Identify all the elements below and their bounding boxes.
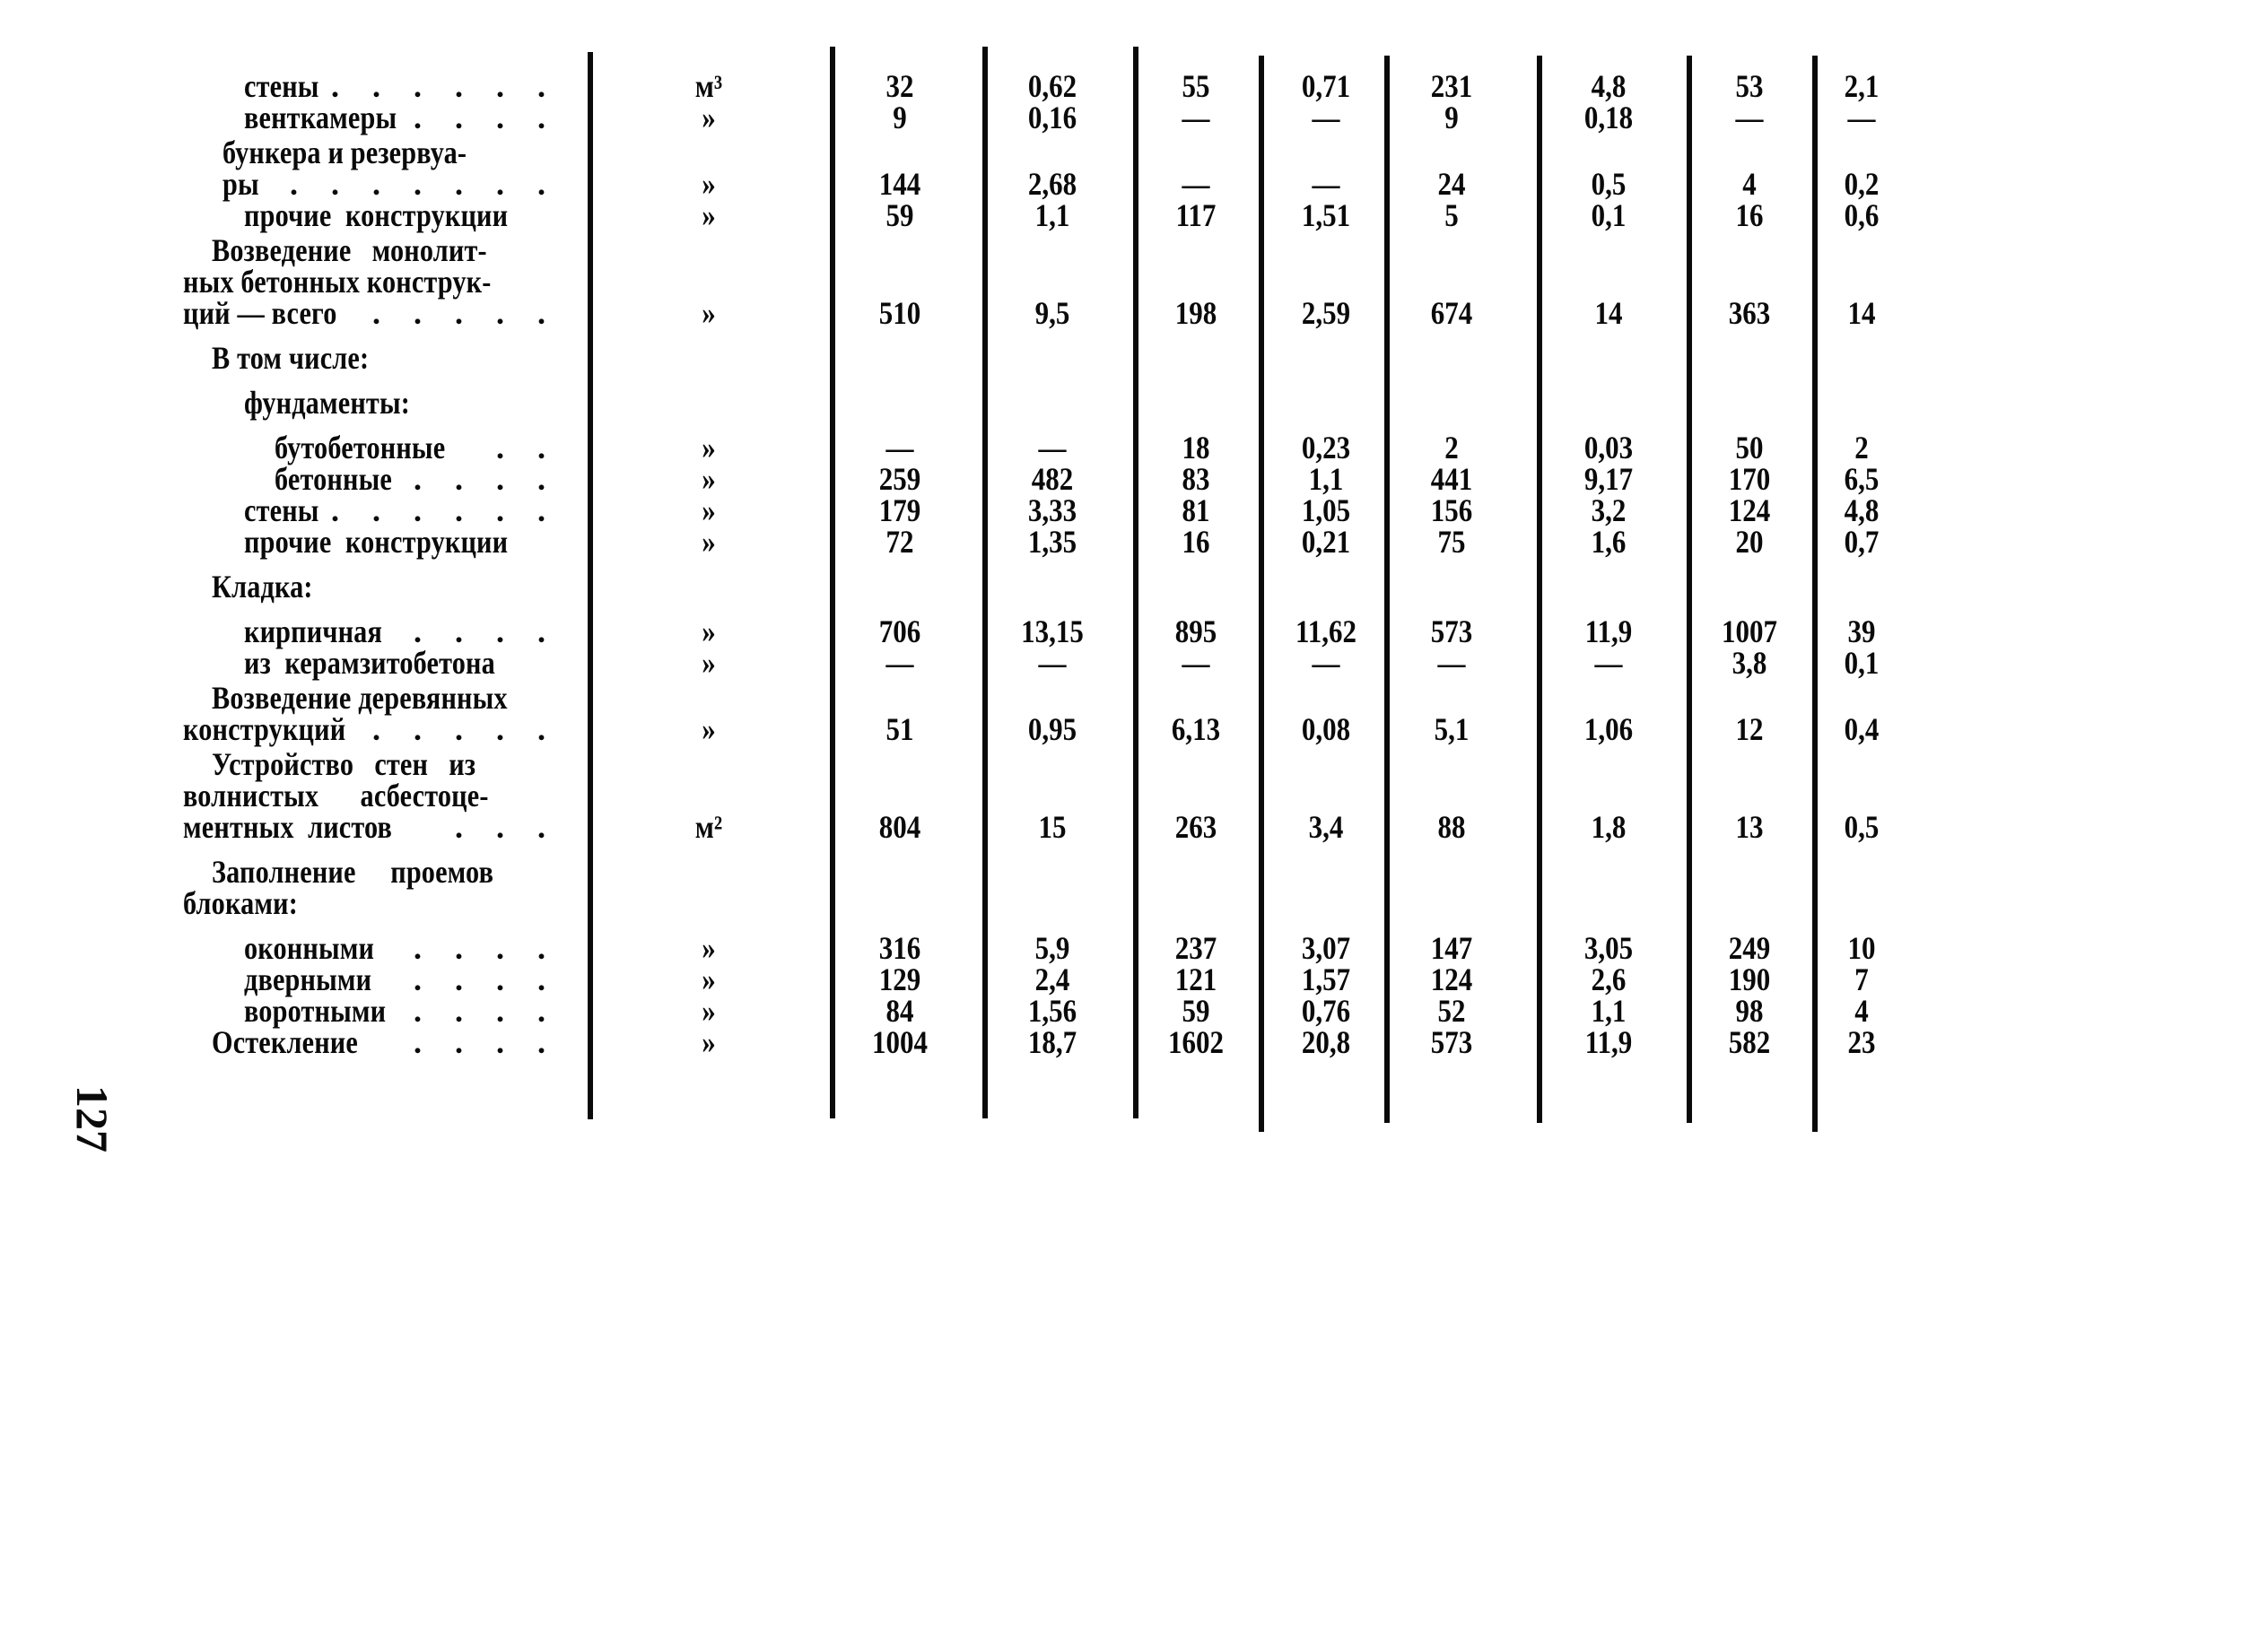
value-cell: 1,56 [1027, 993, 1077, 1029]
value-cell: — [1437, 645, 1466, 681]
value-cell: 84 [885, 993, 914, 1029]
value-cell: 11,62 [1295, 613, 1356, 649]
value-cell: 59 [1182, 993, 1210, 1029]
row-label: прочие конструкции [244, 524, 509, 560]
value-cell: — [1182, 645, 1210, 681]
row-label: ры [222, 166, 259, 202]
value-cell: 124 [1430, 961, 1473, 997]
value-cell: 10 [1847, 930, 1876, 966]
value-cell: 5,1 [1434, 711, 1470, 747]
column-rule [588, 52, 593, 1119]
unit-cell: » [702, 613, 716, 649]
value-cell: 237 [1174, 930, 1217, 966]
unit-cell: » [702, 430, 716, 465]
row-label: конструкций [183, 711, 346, 747]
value-cell: 582 [1728, 1024, 1771, 1060]
value-cell: 13,15 [1021, 613, 1084, 649]
row-label: Возведение деревянных [212, 680, 508, 716]
value-cell: 0,03 [1583, 430, 1634, 465]
value-cell: 98 [1735, 993, 1764, 1029]
value-cell: 674 [1430, 295, 1473, 331]
unit-cell: м³ [694, 68, 723, 104]
row-label: оконными [244, 930, 375, 966]
value-cell: 18,7 [1027, 1024, 1077, 1060]
value-cell: 4,8 [1591, 68, 1627, 104]
value-cell: 0,76 [1301, 993, 1351, 1029]
value-cell: — [1312, 100, 1340, 135]
leader-dots: . . . . [414, 993, 558, 1029]
row-label: Остекление [212, 1024, 358, 1060]
value-cell: 2,4 [1034, 961, 1070, 997]
unit-cell: » [702, 711, 716, 747]
value-cell: 4 [1854, 993, 1869, 1029]
value-cell: 804 [878, 809, 921, 845]
value-cell: 1,05 [1301, 492, 1351, 528]
value-cell: 573 [1430, 613, 1473, 649]
value-cell: 121 [1174, 961, 1217, 997]
value-cell: 11,9 [1584, 613, 1633, 649]
value-cell: 0,23 [1301, 430, 1351, 465]
value-cell: 5,9 [1034, 930, 1070, 966]
value-cell: 1,35 [1027, 524, 1077, 560]
value-cell: — [1735, 100, 1764, 135]
value-cell: 1007 [1722, 613, 1777, 649]
value-cell: — [1312, 166, 1340, 202]
value-cell: 75 [1437, 524, 1466, 560]
unit-cell: » [702, 524, 716, 560]
value-cell: — [1182, 100, 1210, 135]
value-cell: 0,95 [1027, 711, 1077, 747]
column-rule [1537, 56, 1542, 1123]
value-cell: 316 [878, 930, 921, 966]
column-rule [830, 47, 835, 1118]
value-cell: 9,5 [1034, 295, 1070, 331]
unit-cell: » [702, 461, 716, 497]
row-label: Заполнение проемов [212, 854, 494, 890]
unit-cell: » [702, 100, 716, 135]
value-cell: 5 [1444, 197, 1459, 233]
value-cell: 147 [1430, 930, 1473, 966]
leader-dots: . . . . [414, 1024, 558, 1060]
value-cell: — [885, 430, 914, 465]
value-cell: 24 [1437, 166, 1466, 202]
value-cell: 9 [893, 100, 907, 135]
value-cell: 4 [1742, 166, 1757, 202]
column-rule [982, 47, 988, 1118]
leader-dots: . . . . [414, 961, 558, 997]
value-cell: 129 [878, 961, 921, 997]
value-cell: 1,6 [1591, 524, 1627, 560]
value-cell: 198 [1174, 295, 1217, 331]
value-cell: 2 [1444, 430, 1459, 465]
value-cell: 15 [1038, 809, 1067, 845]
value-cell: 4,8 [1844, 492, 1880, 528]
value-cell: — [1847, 100, 1876, 135]
value-cell: 249 [1728, 930, 1771, 966]
value-cell: 11,9 [1584, 1024, 1633, 1060]
value-cell: — [1038, 645, 1067, 681]
row-label: стены [244, 492, 319, 528]
leader-dots: . . . . [414, 613, 558, 649]
unit-cell: » [702, 645, 716, 681]
value-cell: 1,8 [1591, 809, 1627, 845]
value-cell: 0,21 [1301, 524, 1351, 560]
leader-dots: . . . . . . [331, 68, 558, 104]
value-cell: 32 [885, 68, 914, 104]
leader-dots: . . . . . [372, 295, 558, 331]
value-cell: — [1312, 645, 1340, 681]
value-cell: 156 [1430, 492, 1473, 528]
value-cell: 0,5 [1591, 166, 1627, 202]
value-cell: 1,1 [1591, 993, 1627, 1029]
row-label: волнистых асбестоце- [183, 778, 489, 813]
value-cell: 144 [878, 166, 921, 202]
row-label: В том числе: [212, 340, 370, 376]
value-cell: 3,8 [1732, 645, 1767, 681]
value-cell: 83 [1182, 461, 1210, 497]
value-cell: 0,62 [1027, 68, 1077, 104]
value-cell: 13 [1735, 809, 1764, 845]
value-cell: 72 [885, 524, 914, 560]
value-cell: 9 [1444, 100, 1459, 135]
value-cell: 0,7 [1844, 524, 1880, 560]
row-label: ных бетонных конструк- [183, 264, 492, 300]
value-cell: 3,2 [1591, 492, 1627, 528]
leader-dots: . . . . [414, 930, 558, 966]
row-label: Кладка: [212, 569, 313, 605]
leader-dots: . . [496, 430, 558, 465]
value-cell: 0,1 [1591, 197, 1627, 233]
value-cell: — [885, 645, 914, 681]
leader-dots: . . . [455, 809, 558, 845]
unit-cell: » [702, 492, 716, 528]
unit-cell: » [702, 166, 716, 202]
value-cell: 12 [1735, 711, 1764, 747]
value-cell: 510 [878, 295, 921, 331]
value-cell: 3,33 [1027, 492, 1077, 528]
value-cell: 6,13 [1171, 711, 1221, 747]
value-cell: 9,17 [1583, 461, 1634, 497]
value-cell: 3,07 [1301, 930, 1351, 966]
row-label: кирпичная [244, 613, 382, 649]
page-number: 127 [67, 1085, 118, 1153]
row-label: Устройство стен из [212, 746, 476, 782]
value-cell: 50 [1735, 430, 1764, 465]
value-cell: 6,5 [1844, 461, 1880, 497]
leader-dots: . . . . [414, 100, 558, 135]
row-label: бутобетонные [275, 430, 446, 465]
value-cell: 7 [1854, 961, 1869, 997]
value-cell: 18 [1182, 430, 1210, 465]
value-cell: 117 [1175, 197, 1217, 233]
value-cell: 231 [1430, 68, 1473, 104]
value-cell: 52 [1437, 993, 1466, 1029]
value-cell: 363 [1728, 295, 1771, 331]
row-label: фундаменты: [244, 385, 410, 421]
row-label: венткамеры [244, 100, 397, 135]
value-cell: 3,4 [1308, 809, 1344, 845]
value-cell: 190 [1728, 961, 1771, 997]
value-cell: 0,4 [1844, 711, 1880, 747]
value-cell: 16 [1735, 197, 1764, 233]
value-cell: 0,08 [1301, 711, 1351, 747]
value-cell: 573 [1430, 1024, 1473, 1060]
unit-cell: » [702, 1024, 716, 1060]
value-cell: 1602 [1168, 1024, 1224, 1060]
value-cell: 124 [1728, 492, 1771, 528]
value-cell: 0,1 [1844, 645, 1880, 681]
row-label: бетонные [275, 461, 392, 497]
row-label: блоками: [183, 885, 298, 921]
value-cell: 2,6 [1591, 961, 1627, 997]
value-cell: 2 [1854, 430, 1869, 465]
value-cell: — [1038, 430, 1067, 465]
value-cell: 179 [878, 492, 921, 528]
value-cell: 14 [1847, 295, 1876, 331]
unit-cell: » [702, 930, 716, 966]
value-cell: 1,1 [1034, 197, 1070, 233]
value-cell: 20,8 [1301, 1024, 1351, 1060]
value-cell: 0,6 [1844, 197, 1880, 233]
unit-cell: » [702, 993, 716, 1029]
row-label: воротными [244, 993, 387, 1029]
value-cell: 39 [1847, 613, 1876, 649]
row-label: ций — всего [183, 295, 337, 331]
value-cell: 20 [1735, 524, 1764, 560]
value-cell: — [1594, 645, 1623, 681]
unit-cell: » [702, 961, 716, 997]
row-label: из керамзитобетона [244, 645, 495, 681]
value-cell: 259 [878, 461, 921, 497]
row-label: прочие конструкции [244, 197, 509, 233]
value-cell: 706 [878, 613, 921, 649]
value-cell: 482 [1031, 461, 1074, 497]
row-label: дверными [244, 961, 372, 997]
value-cell: 81 [1182, 492, 1210, 528]
row-label: стены [244, 68, 319, 104]
value-cell: 0,5 [1844, 809, 1880, 845]
value-cell: 441 [1430, 461, 1473, 497]
value-cell: 1,57 [1301, 961, 1351, 997]
leader-dots: . . . . [414, 461, 558, 497]
value-cell: 2,1 [1844, 68, 1880, 104]
column-rule [1259, 56, 1264, 1132]
unit-cell: » [702, 197, 716, 233]
value-cell: 0,71 [1301, 68, 1351, 104]
value-cell: 0,16 [1027, 100, 1077, 135]
value-cell: 0,18 [1583, 100, 1634, 135]
leader-dots: . . . . . . [331, 492, 558, 528]
value-cell: 2,68 [1027, 166, 1077, 202]
value-cell: 1004 [872, 1024, 928, 1060]
leader-dots: . . . . . [372, 711, 558, 747]
value-cell: 3,05 [1583, 930, 1634, 966]
value-cell: 14 [1594, 295, 1623, 331]
value-cell: 59 [885, 197, 914, 233]
value-cell: 23 [1847, 1024, 1876, 1060]
leader-dots: . . . . . . . [290, 166, 558, 202]
row-label: ментных листов [183, 809, 393, 845]
value-cell: 170 [1728, 461, 1771, 497]
value-cell: 895 [1174, 613, 1217, 649]
value-cell: 55 [1182, 68, 1210, 104]
row-label: бункера и резервуа- [222, 135, 467, 170]
value-cell: 263 [1174, 809, 1217, 845]
value-cell: 53 [1735, 68, 1764, 104]
value-cell: 1,51 [1301, 197, 1351, 233]
row-label: Возведение монолит- [212, 232, 487, 268]
value-cell: 1,1 [1308, 461, 1344, 497]
unit-cell: » [702, 295, 716, 331]
value-cell: 51 [885, 711, 914, 747]
value-cell: 88 [1437, 809, 1466, 845]
unit-cell: м² [694, 809, 723, 845]
value-cell: 1,06 [1583, 711, 1634, 747]
value-cell: 2,59 [1301, 295, 1351, 331]
value-cell: 0,2 [1844, 166, 1880, 202]
value-cell: 16 [1182, 524, 1210, 560]
value-cell: — [1182, 166, 1210, 202]
